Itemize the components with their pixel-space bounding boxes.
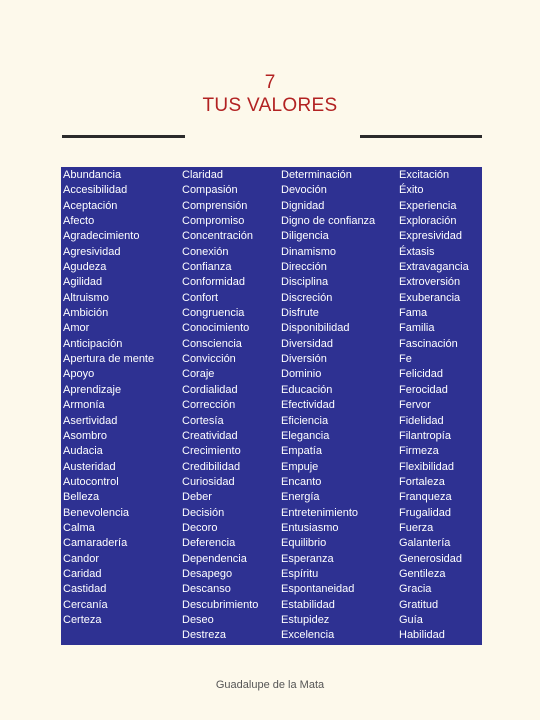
value-item: Belleza (63, 491, 100, 504)
value-item: Altruismo (63, 291, 109, 304)
value-item: Experiencia (399, 199, 457, 212)
value-item: Éxtasis (399, 245, 435, 258)
value-item: Expresividad (399, 230, 462, 243)
value-item: Galantería (399, 537, 451, 550)
value-item: Agradecimiento (63, 230, 140, 243)
value-item: Deseo (182, 613, 214, 626)
value-item: Conformidad (182, 276, 245, 289)
value-item: Camaradería (63, 537, 128, 550)
value-item: Armonía (63, 399, 105, 412)
value-item: Agilidad (63, 276, 103, 289)
value-item: Concentración (182, 230, 253, 243)
value-item: Digno de confianza (281, 215, 376, 228)
value-item: Aceptación (63, 199, 118, 212)
value-item: Credibilidad (182, 460, 241, 473)
value-item: Equilibrio (281, 537, 327, 550)
value-item: Abundancia (63, 169, 122, 181)
value-item: Cordialidad (182, 383, 238, 396)
value-item: Convicción (182, 353, 236, 366)
value-item: Benevolencia (63, 506, 130, 519)
value-item: Compasión (182, 184, 238, 197)
value-item: Destreza (182, 629, 227, 642)
value-item: Consciencia (182, 337, 242, 350)
value-item: Disponibilidad (281, 322, 350, 335)
value-item: Fe (399, 353, 412, 366)
value-item: Éxito (399, 184, 424, 197)
value-item: Diversión (281, 353, 327, 366)
value-item: Deber (182, 491, 212, 504)
value-item: Cortesía (182, 414, 224, 427)
divider-right (360, 135, 482, 138)
value-item: Asombro (63, 429, 108, 442)
value-item: Cercanía (63, 598, 108, 611)
value-item: Elegancia (281, 429, 330, 442)
value-item: Estupidez (281, 613, 330, 626)
value-item: Descanso (182, 583, 231, 596)
value-item: Gratitud (399, 598, 439, 611)
value-item: Apertura de mente (63, 353, 155, 366)
value-item: Firmeza (399, 445, 439, 458)
value-item: Anticipación (63, 337, 123, 350)
value-item: Familia (399, 322, 435, 335)
chapter-number: 7 (264, 72, 276, 93)
value-item: Candor (63, 552, 100, 565)
value-item: Franqueza (399, 491, 452, 504)
value-item: Determinación (281, 169, 352, 181)
footer-author: Guadalupe de la Mata (215, 679, 325, 691)
value-item: Devoción (281, 184, 327, 197)
value-item: Fidelidad (399, 414, 444, 427)
value-item: Descubrimiento (182, 598, 259, 611)
value-item: Excelencia (281, 629, 335, 642)
value-item: Fortaleza (399, 475, 445, 488)
value-item: Efectividad (281, 399, 335, 412)
value-item: Apoyo (63, 368, 95, 381)
value-item: Corrección (182, 399, 236, 412)
value-item: Ferocidad (399, 383, 448, 396)
value-item: Confianza (182, 261, 232, 274)
value-item: Entusiasmo (281, 521, 339, 534)
value-item: Decisión (182, 506, 225, 519)
value-item: Fervor (399, 399, 431, 412)
value-item: Ambición (63, 307, 109, 320)
value-item: Habilidad (399, 629, 445, 642)
value-item: Accesibilidad (63, 184, 128, 197)
value-item: Crecimiento (182, 445, 241, 458)
value-item: Autocontrol (63, 475, 119, 488)
value-item: Austeridad (63, 460, 116, 473)
value-item: Comprensión (182, 199, 248, 212)
value-item: Conocimiento (182, 322, 250, 335)
value-item: Encanto (281, 475, 322, 488)
value-item: Espontaneidad (281, 583, 355, 596)
value-item: Exploración (399, 215, 457, 228)
page-title: TUS VALORES (202, 95, 338, 116)
value-item: Dinamismo (281, 245, 337, 258)
value-item: Educación (281, 383, 333, 396)
value-item: Audacia (63, 445, 103, 458)
value-item: Fama (399, 307, 428, 320)
value-item: Empatía (281, 445, 322, 458)
value-item: Aprendizaje (63, 383, 122, 396)
value-item: Gentileza (399, 567, 446, 580)
value-item: Agudeza (63, 261, 107, 274)
value-item: Claridad (182, 169, 223, 181)
value-item: Creatividad (182, 429, 238, 442)
value-item: Gracia (399, 583, 432, 596)
value-item: Felicidad (399, 368, 444, 381)
value-item: Deferencia (182, 537, 236, 550)
values-column-4 (399, 168, 469, 644)
value-item: Frugalidad (399, 506, 451, 519)
value-item: Empuje (281, 460, 319, 473)
value-item: Disciplina (281, 276, 329, 289)
value-item: Caridad (63, 567, 102, 580)
value-item: Entretenimiento (281, 506, 359, 519)
value-item: Asertividad (63, 414, 118, 427)
value-item: Amor (63, 322, 90, 335)
value-item: Diligencia (281, 230, 329, 243)
value-item: Coraje (182, 368, 215, 381)
value-item: Extravagancia (399, 261, 469, 274)
value-item: Energía (281, 491, 320, 504)
value-item: Fuerza (399, 521, 434, 534)
values-column-2 (182, 168, 258, 644)
value-item: Diversidad (281, 337, 333, 350)
value-item: Eficiencia (281, 414, 329, 427)
value-item: Dirección (281, 261, 327, 274)
value-item: Decoro (182, 521, 218, 534)
value-item: Disfrute (281, 307, 319, 320)
value-item: Curiosidad (182, 475, 235, 488)
value-item: Conexión (182, 245, 229, 258)
value-item: Extroversión (399, 276, 461, 289)
value-item: Exuberancia (399, 291, 461, 304)
value-item: Discreción (281, 291, 333, 304)
page-heading (0, 72, 540, 118)
value-item: Dominio (281, 368, 322, 381)
value-item: Compromiso (182, 215, 245, 228)
value-item: Filantropía (399, 429, 451, 442)
value-item: Calma (63, 521, 95, 534)
values-column-1 (63, 168, 154, 628)
value-item: Generosidad (399, 552, 462, 565)
value-item: Excitación (399, 169, 450, 181)
values-column-3 (281, 168, 375, 644)
value-item: Dependencia (182, 552, 247, 565)
value-item: Espíritu (281, 567, 319, 580)
value-item: Desapego (182, 567, 233, 580)
value-item: Castidad (63, 583, 107, 596)
values-table (61, 167, 482, 645)
value-item: Esperanza (281, 552, 334, 565)
value-item: Dignidad (281, 199, 325, 212)
value-item: Estabilidad (281, 598, 335, 611)
value-item: Agresividad (63, 245, 121, 258)
value-item: Congruencia (182, 307, 245, 320)
value-item: Confort (182, 291, 219, 304)
divider-left (62, 135, 185, 138)
value-item: Guía (399, 613, 423, 626)
value-item: Flexibilidad (399, 460, 455, 473)
value-item: Fascinación (399, 337, 458, 350)
value-item: Afecto (63, 215, 95, 228)
value-item: Certeza (63, 613, 102, 626)
